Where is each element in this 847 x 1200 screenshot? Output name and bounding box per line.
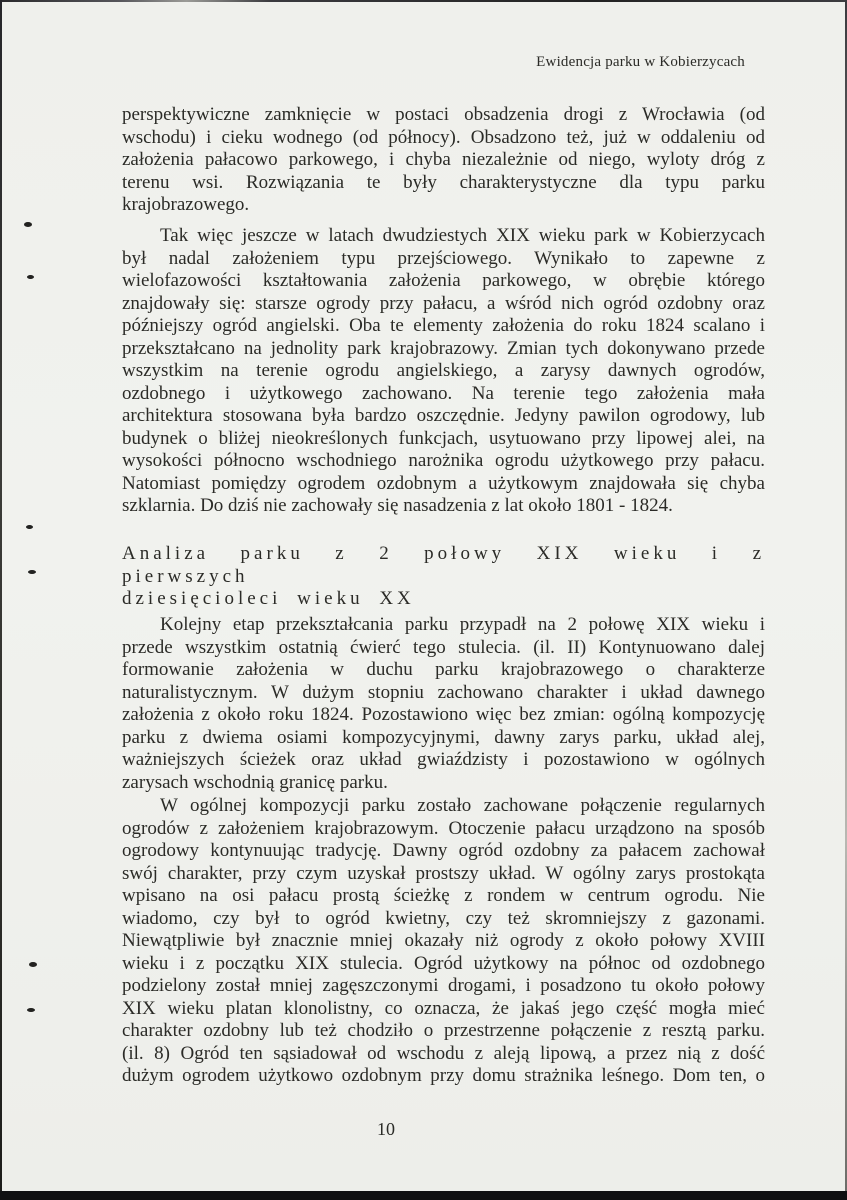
scan-speck bbox=[28, 570, 36, 574]
text-line: parku z dwiema osiami kompozycyjnymi, dawny zarys parku, układ alej, bbox=[122, 726, 765, 748]
text-line: XIX wieku platan klonolistny, co oznacza, że jakaś jego część mogła mieć bbox=[122, 997, 765, 1019]
text-line: formowanie założenia w duchu parku krajobrazowego o charakterze bbox=[122, 659, 765, 680]
text-line: dużym ogrodem użytkowo ozdobnym przy domu strażnika leśnego. Dom ten, o bbox=[122, 1065, 765, 1086]
text-line: swój charakter, przy czym uzyskał prostszy układ. W ogólny zarys prostokąta bbox=[122, 862, 765, 884]
text-line: wschodu) i cieku wodnego (od północy). Obsadzono też, już w oddaleniu od bbox=[122, 126, 765, 148]
scan-edge-top bbox=[0, 0, 847, 2]
text-line: architektura stosowana była bardzo oszczędnie. Jedyny pawilon ogrodowy, lub bbox=[122, 405, 765, 426]
text-line: krajobrazowego. bbox=[122, 194, 250, 215]
scan-speck bbox=[27, 275, 34, 279]
text-line: wielofazowości kształtowania założenia parkowego, w obrębie którego bbox=[122, 270, 765, 291]
text-line: zarysach wschodnią granicę parku. bbox=[122, 771, 388, 793]
paragraph bbox=[122, 614, 765, 794]
scan-speck bbox=[29, 962, 37, 967]
scan-edge-left bbox=[0, 0, 2, 1200]
text-line: ozdobnego i użytkowego zachowano. Na terenie tego założenia mała bbox=[122, 382, 765, 404]
text-line: wszystkim na terenie ogrodu angielskiego, a zarysy dawnych ogrodów, bbox=[122, 360, 765, 381]
text-line: Analiza parku z 2 połowy XIX wieku i z pierwszych bbox=[122, 543, 765, 587]
text-line: Natomiast pomiędzy ogrodem ozdobnym a użytkowym znajdowała się chyba bbox=[122, 472, 765, 494]
scan-edge-bottom bbox=[0, 1191, 847, 1200]
text-line: W ogólnej kompozycji parku zostało zachowane połączenie regularnych bbox=[160, 795, 765, 816]
text-line: terenu wsi. Rozwiązania te były charakterystyczne dla typu parku bbox=[122, 171, 765, 193]
text-line: dziesięcioleci wieku XX bbox=[122, 588, 415, 609]
text-line: wysokości północno wschodniego narożnika ogrodu użytkowego przy pałacu. bbox=[122, 450, 765, 471]
text-line: Tak więc jeszcze w latach dwudziestych XIX wieku park w Kobierzycach bbox=[160, 225, 765, 246]
text-line: przede wszystkim ostatnią ćwierć tego stulecia. (il. II) Kontynuowano dalej bbox=[122, 636, 765, 658]
text-line: perspektywiczne zamknięcie w postaci obsadzenia drogi z Wrocławia (od bbox=[122, 104, 765, 125]
text-line: założenia z około roku 1824. Pozostawiono więc bez zmian: ogólną kompozycję bbox=[122, 704, 765, 725]
text-line: Kolejny etap przekształcania parku przypadł na 2 połowę XIX wieku i bbox=[160, 614, 765, 635]
text-line: ogrodów z założeniem krajobrazowym. Otoczenie pałacu urządzono na sposób bbox=[122, 817, 765, 839]
text-line: wpisano na osi pałacu prostą ścieżkę z rondem w centrum ogrodu. Nie bbox=[122, 885, 765, 906]
text-line: ogrodowy kontynuując tradycję. Dawny ogród ozdobny za pałacem zachował bbox=[122, 840, 765, 861]
section-heading bbox=[122, 543, 765, 611]
text-line: naturalistycznym. W dużym stopniu zachowano charakter i układ dawnego bbox=[122, 681, 765, 703]
text-line: Niewątpliwie był znacznie mniej okazały niż ogrody z około połowy XVIII bbox=[122, 930, 765, 951]
text-line: (il. 8) Ogród ten sąsiadował od wschodu z aleją lipową, a przez nią z dość bbox=[122, 1042, 765, 1064]
paragraph bbox=[122, 225, 765, 518]
paragraph bbox=[122, 795, 765, 1088]
paragraph bbox=[122, 104, 765, 217]
text-line: charakter ozdobny lub też chodziło o przestrzenne połączenie z resztą parku. bbox=[122, 1020, 765, 1041]
text-line: wieku i z początku XIX stulecia. Ogród użytkowy na północ od ozdobnego bbox=[122, 952, 765, 974]
text-line: znajdowały się: starsze ogrody przy pałacu, a wśród nich ogród ozdobny oraz bbox=[122, 292, 765, 314]
text-line: założenia pałacowo parkowego, i chyba niezależnie od niego, wyloty dróg z bbox=[122, 149, 765, 170]
text-line: budynek o bliżej nieokreślonych funkcjach, usytuowano przy lipowej alei, na bbox=[122, 427, 765, 449]
scan-speck bbox=[26, 525, 33, 529]
text-line: wiadomo, czy był to ogród kwietny, czy też skromniejszy z gazonami. bbox=[122, 907, 765, 929]
text-line: podzielony został mniej zagęszczonymi drogami, i posadzono tu około połowy bbox=[122, 975, 765, 996]
running-header: Ewidencja parku w Kobierzycach bbox=[536, 54, 745, 70]
text-line: przekształcano na jednolity park krajobrazowy. Zmian tych dokonywano przede bbox=[122, 337, 765, 359]
page-number: 10 bbox=[377, 1119, 395, 1139]
text-line: późniejszy ogród angielski. Oba te elementy założenia do roku 1824 scalano i bbox=[122, 315, 765, 336]
text-line: był nadal założeniem typu przejściowego. Wynikało to zapewne z bbox=[122, 247, 765, 269]
text-line: szklarnia. Do dziś nie zachowały się nasadzenia z lat około 1801 - 1824. bbox=[122, 495, 673, 516]
scan-speck bbox=[24, 222, 32, 227]
text-line: ważniejszych ścieżek oraz układ gwiaździsty i pozostawiono w ogólnych bbox=[122, 749, 765, 770]
scan-speck bbox=[27, 1008, 35, 1012]
